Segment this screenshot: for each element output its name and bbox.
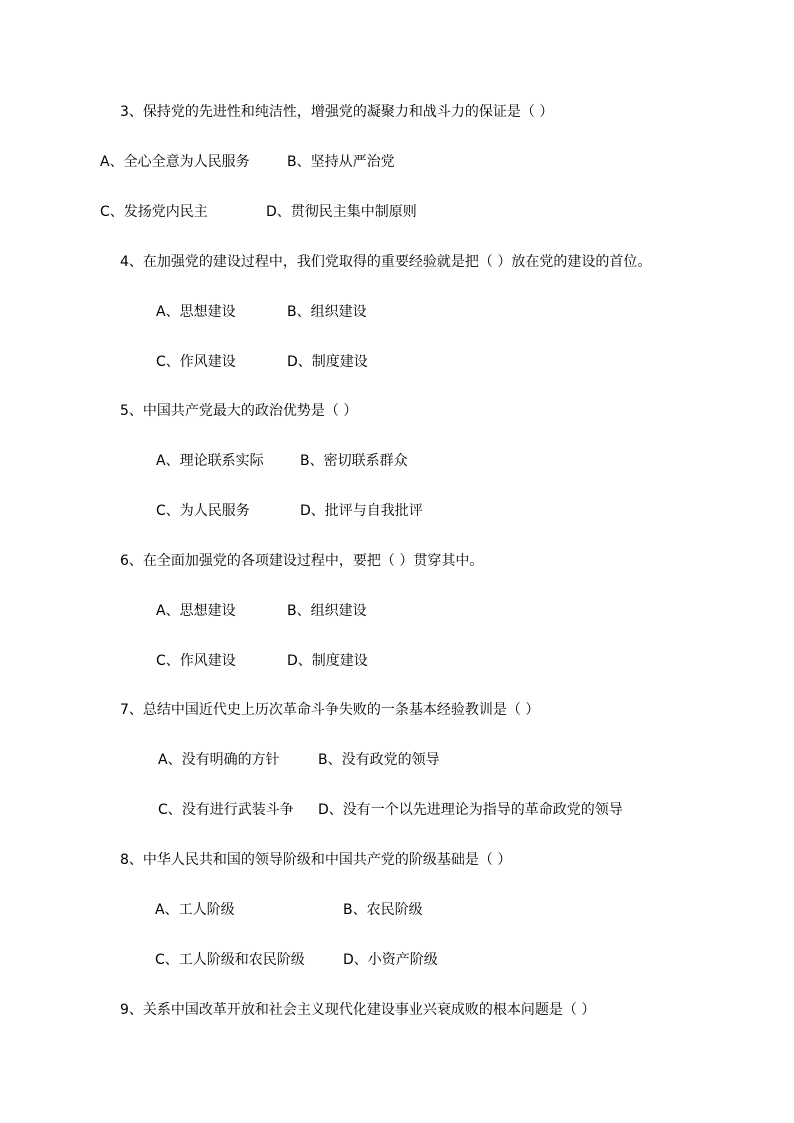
question-5-option-a: A、理论联系实际 <box>156 453 264 469</box>
question-5-option-b: B、密切联系群众 <box>300 453 408 469</box>
question-3-option-a: A、全心全意为人民服务 <box>100 154 250 170</box>
question-6-stem: 6、在全面加强党的各项建设过程中，要把（ ）贯穿其中。 <box>120 553 484 569</box>
question-8-option-a: A、工人阶级 <box>155 902 235 918</box>
question-5-stem: 5、中国共产党最大的政治优势是（ ） <box>120 403 358 419</box>
question-8-option-c: C、工人阶级和农民阶级 <box>155 952 305 968</box>
question-6-option-d: D、制度建设 <box>287 653 368 669</box>
question-4-option-b: B、组织建设 <box>287 304 367 320</box>
question-8-option-b: B、农民阶级 <box>343 902 423 918</box>
question-3-option-b: B、坚持从严治党 <box>287 154 395 170</box>
question-3-option-d: D、贯彻民主集中制原则 <box>266 204 417 220</box>
question-7-option-c: C、没有进行武装斗争 <box>158 802 294 818</box>
question-6-option-c: C、作风建设 <box>156 653 236 669</box>
question-6-option-b: B、组织建设 <box>287 603 367 619</box>
question-6-option-a: A、思想建设 <box>156 603 236 619</box>
question-7-option-a: A、没有明确的方针 <box>158 752 280 768</box>
question-7-option-b: B、没有政党的领导 <box>318 752 440 768</box>
question-5-option-d: D、批评与自我批评 <box>300 503 423 519</box>
question-9-stem: 9、关系中国改革开放和社会主义现代化建设事业兴衰成败的根本问题是（ ） <box>120 1002 596 1018</box>
question-3-stem: 3、保持党的先进性和纯洁性，增强党的凝聚力和战斗力的保证是（ ） <box>120 104 554 120</box>
question-4-option-a: A、思想建设 <box>156 304 236 320</box>
question-4-stem: 4、在加强党的建设过程中，我们党取得的重要经验就是把（ ）放在党的建设的首位。 <box>120 254 652 270</box>
question-7-stem: 7、总结中国近代史上历次革命斗争失败的一条基本经验教训是（ ） <box>120 702 540 718</box>
question-3-option-c: C、发扬党内民主 <box>100 204 208 220</box>
question-5-option-c: C、为人民服务 <box>156 503 250 519</box>
question-4-option-d: D、制度建设 <box>287 354 368 370</box>
question-8-option-d: D、小资产阶级 <box>343 952 438 968</box>
question-8-stem: 8、中华人民共和国的领导阶级和中国共产党的阶级基础是（ ） <box>120 852 512 868</box>
question-7-option-d: D、没有一个以先进理论为指导的革命政党的领导 <box>318 802 623 818</box>
question-4-option-c: C、作风建设 <box>156 354 236 370</box>
